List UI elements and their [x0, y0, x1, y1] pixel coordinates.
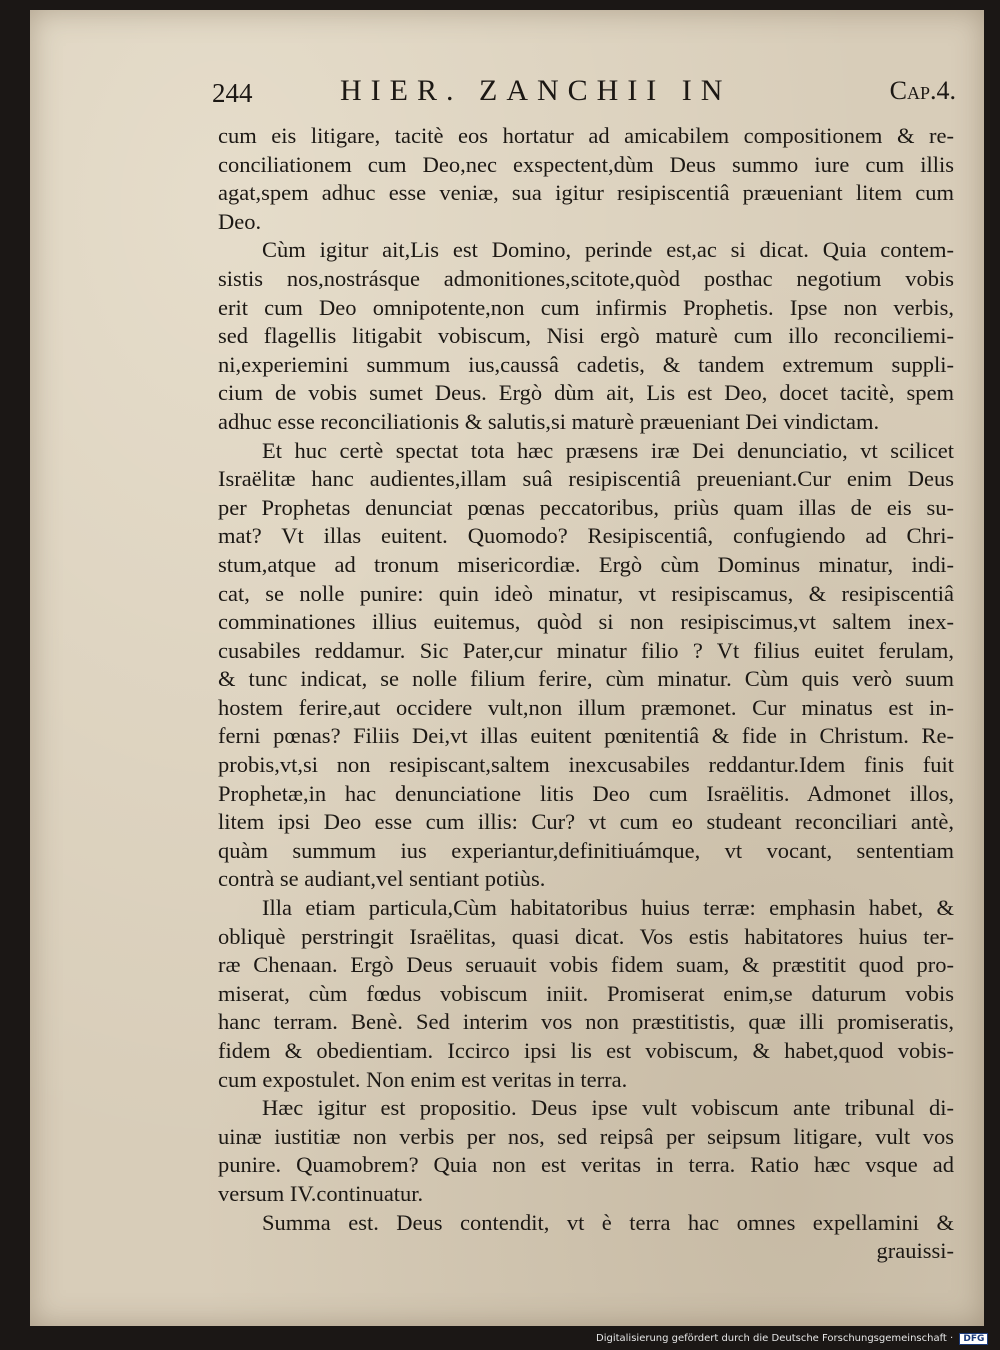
catchword: grauissi-: [876, 1238, 954, 1264]
text-line: Prophetæ,in hac denunciatione litis Deo cum Israëlitis. Admonet illos,: [218, 780, 954, 806]
text-line: hostem ferire,aut occidere vult,non illum præmonet. Cur minatus est in-: [218, 694, 954, 720]
credit-text: Digitalisierung gefördert durch die Deutsche Forschungsgemeinschaft ·: [596, 1333, 954, 1344]
text-line: quàm summum ius experiantur,definitiuámque, vt vocant, sententiam: [218, 837, 954, 863]
body-text: [218, 122, 954, 1266]
text-line: Et huc certè spectat tota hæc præsens iræ Dei denunciatio, vt scilicet: [262, 437, 954, 463]
text-line: Summa est. Deus contendit, vt è terra hac omnes expellamini &: [262, 1209, 954, 1235]
running-title: HIER. ZANCHII IN: [340, 74, 732, 107]
text-line: ferni pœnas? Filiis Dei,vt illas euitent pœnitentiâ & fide in Christum. Re-: [218, 723, 954, 749]
text-line: uinæ iustitiæ non verbis per nos, sed reipsâ per seipsum litigare, vult vos: [218, 1123, 954, 1149]
text-line: comminationes illius euitemus, quòd si non resipiscimus,vt saltem inex-: [218, 609, 954, 635]
text-line: contrà se audiant,vel sentiant potiùs.: [218, 866, 546, 892]
running-head: [212, 70, 956, 114]
text-line: versum IV.continuatur.: [218, 1180, 424, 1206]
text-line: mat? Vt illas euitent. Quomodo? Resipiscentiâ, confugiendo ad Chri-: [218, 523, 954, 549]
text-line: cat, se nolle punire: quin ideò minatur, vt resipiscamus, & resipiscentiâ: [218, 580, 954, 606]
page-number: 244: [212, 78, 253, 108]
text-line: cusabiles reddamur. Sic Pater,cur minatur filio ? Vt filius euitet ferulam,: [218, 637, 954, 663]
text-line: stum,atque ad tronum misericordiæ. Ergò cùm Dominus minatur, indi-: [218, 551, 954, 577]
text-line: Illa etiam particula,Cùm habitatoribus huius terræ: emphasin habet, &: [262, 895, 954, 921]
text-line: per Prophetas denunciat pœnas peccatoribus, priùs quam illas de eis su-: [218, 494, 954, 520]
text-line: sistis nos,nostrásque admonitiones,scitote,quòd posthac negotium vobis: [218, 265, 954, 291]
text-line: ræ Chenaan. Ergò Deus seruauit vobis fidem suam, & præstitit quod pro-: [218, 952, 954, 978]
text-line: miserat, cùm fœdus vobiscum iniit. Promiserat enim,se daturum vobis: [218, 980, 954, 1006]
text-line: agat,spem adhuc esse veniæ, sua igitur resipiscentiâ præueniant litem cum: [218, 180, 954, 206]
text-line: adhuc esse reconciliationis & salutis,si maturè præueniant Dei vindictam.: [218, 408, 880, 434]
chapter-label: Cap.4.: [889, 76, 956, 105]
text-line: Deo.: [218, 208, 262, 234]
text-line: fidem & obedientiam. Iccirco ipsi lis est vobiscum, & habet,quod vobis-: [218, 1038, 954, 1063]
text-line: probis,vt,si non resipiscant,saltem inexcusabiles reddantur.Idem finis fuit: [218, 752, 954, 778]
text-line: sed flagellis litigabit vobiscum, Nisi ergò maturè cum illo reconciliemi-: [218, 323, 954, 349]
text-line: punire. Quamobrem? Quia non est veritas in terra. Ratio hæc vsque ad: [218, 1152, 954, 1178]
text-line: cum eis litigare, tacitè eos hortatur ad amicabilem compositionem & re-: [218, 123, 954, 148]
page-content: [212, 70, 956, 1266]
dfg-logo: DFG: [959, 1333, 988, 1345]
text-line: litem ipsi Deo esse cum illis: Cur? vt cum eo studeant reconciliari antè,: [218, 809, 954, 835]
text-line: Israëlitæ hanc audientes,illam suâ resipiscentiâ preueniant.Cur enim Deus: [218, 466, 954, 492]
book-page: [30, 10, 984, 1326]
text-line: & tunc indicat, se nolle filium ferire, cùm minatur. Cùm quis verò suum: [218, 666, 954, 692]
text-line: Hæc igitur est propositio. Deus ipse vult vobiscum ante tribunal di-: [262, 1095, 954, 1121]
text-line: cium de vobis sumet Deus. Ergò dùm ait, Lis est Deo, docet tacitè, spem: [218, 380, 954, 406]
digitization-credit: [596, 1333, 988, 1345]
text-line: cum expostulet. Non enim est veritas in terra.: [218, 1066, 628, 1092]
text-line: ni,experiemini summum ius,caussâ cadetis, & tandem extremum suppli-: [218, 351, 954, 377]
text-line: Cùm igitur ait,Lis est Domino, perinde est,ac si dicat. Quia contem-: [262, 237, 954, 263]
text-line: conciliationem cum Deo,nec exspectent,dùm Deus summo iure cum illis: [218, 151, 954, 177]
text-line: hanc terram. Benè. Sed interim vos non præstitistis, quæ illi promiseratis,: [218, 1009, 954, 1035]
text-line: erit cum Deo omnipotente,non cum infirmis Prophetis. Ipse non verbis,: [218, 294, 954, 320]
text-line: obliquè perstringit Israëlitas, quasi dicat. Vos estis habitatores huius ter-: [218, 923, 954, 949]
